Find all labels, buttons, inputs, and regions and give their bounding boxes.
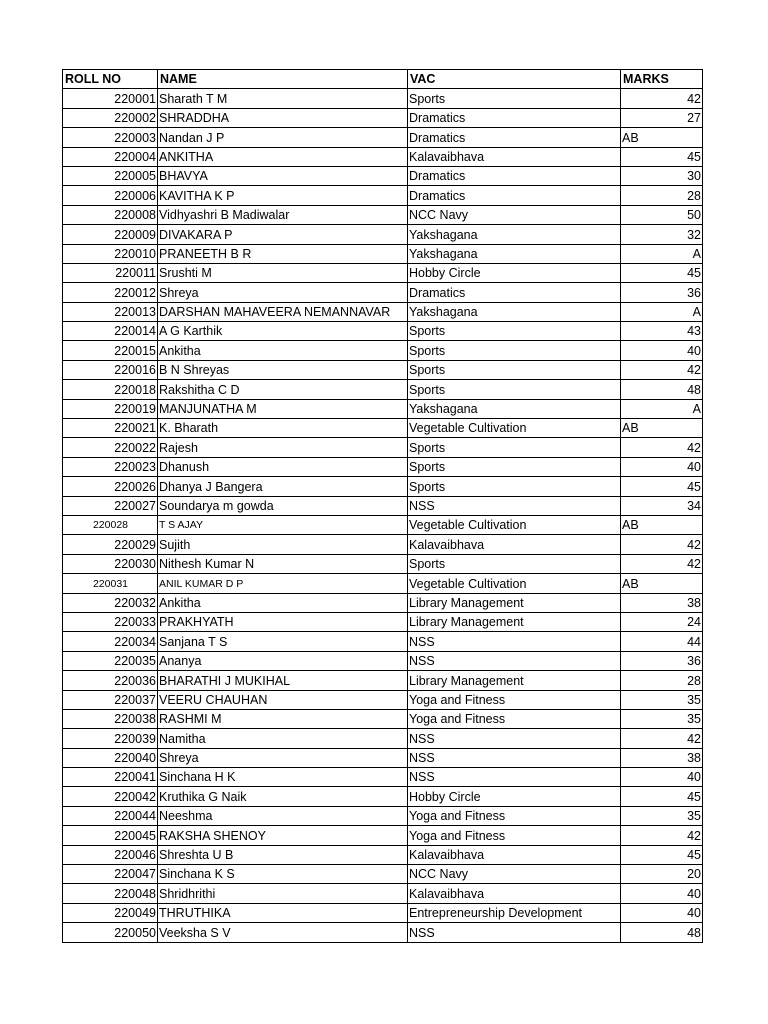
table-row bbox=[63, 341, 703, 360]
vac-cell: Dramatics bbox=[408, 166, 621, 185]
roll-no-cell: 220046 bbox=[63, 845, 158, 864]
name-cell: RASHMI M bbox=[158, 709, 408, 728]
vac-cell: Sports bbox=[408, 457, 621, 476]
roll-no-cell: 220038 bbox=[63, 709, 158, 728]
vac-cell: Yakshagana bbox=[408, 225, 621, 244]
table-row bbox=[63, 360, 703, 379]
vac-cell: NSS bbox=[408, 748, 621, 767]
name-cell: Kruthika G Naik bbox=[158, 787, 408, 806]
table-row bbox=[63, 787, 703, 806]
marks-cell: A bbox=[621, 302, 703, 321]
marks-cell: AB bbox=[621, 574, 703, 593]
table-row bbox=[63, 477, 703, 496]
name-cell: ANIL KUMAR D P bbox=[158, 574, 408, 593]
marks-cell: 38 bbox=[621, 593, 703, 612]
table-row bbox=[63, 186, 703, 205]
name-cell: DARSHAN MAHAVEERA NEMANNAVAR bbox=[158, 302, 408, 321]
marks-cell: 20 bbox=[621, 865, 703, 884]
marks-cell: 42 bbox=[621, 360, 703, 379]
roll-no-cell: 220008 bbox=[63, 205, 158, 224]
vac-cell: NSS bbox=[408, 768, 621, 787]
roll-no-cell: 220002 bbox=[63, 108, 158, 127]
roll-no-cell: 220035 bbox=[63, 651, 158, 670]
marks-cell: 48 bbox=[621, 380, 703, 399]
roll-no-cell: 220009 bbox=[63, 225, 158, 244]
vac-cell: Yoga and Fitness bbox=[408, 826, 621, 845]
vac-cell: Sports bbox=[408, 477, 621, 496]
vac-cell: NSS bbox=[408, 632, 621, 651]
marks-cell: 42 bbox=[621, 826, 703, 845]
roll-no-cell: 220026 bbox=[63, 477, 158, 496]
marks-cell: AB bbox=[621, 419, 703, 438]
marks-cell: 40 bbox=[621, 341, 703, 360]
vac-cell: Vegetable Cultivation bbox=[408, 515, 621, 534]
name-cell: Shreya bbox=[158, 283, 408, 302]
roll-no-cell: 220029 bbox=[63, 535, 158, 554]
roll-no-cell: 220014 bbox=[63, 322, 158, 341]
table-row bbox=[63, 593, 703, 612]
table-row bbox=[63, 166, 703, 185]
table-row bbox=[63, 128, 703, 147]
marks-cell: 45 bbox=[621, 147, 703, 166]
vac-cell: Dramatics bbox=[408, 128, 621, 147]
marks-cell: 42 bbox=[621, 89, 703, 108]
roll-no-cell: 220039 bbox=[63, 729, 158, 748]
name-cell: Rakshitha C D bbox=[158, 380, 408, 399]
name-cell: VEERU CHAUHAN bbox=[158, 690, 408, 709]
name-cell: Srushti M bbox=[158, 263, 408, 282]
marks-cell: 28 bbox=[621, 186, 703, 205]
name-cell: Sanjana T S bbox=[158, 632, 408, 651]
table-row bbox=[63, 535, 703, 554]
name-cell: BHARATHI J MUKIHAL bbox=[158, 671, 408, 690]
vac-cell: Sports bbox=[408, 380, 621, 399]
marks-cell: 28 bbox=[621, 671, 703, 690]
name-cell: T S AJAY bbox=[158, 515, 408, 534]
table-row bbox=[63, 302, 703, 321]
vac-cell: NSS bbox=[408, 923, 621, 942]
marks-cell: 32 bbox=[621, 225, 703, 244]
vac-cell: Sports bbox=[408, 360, 621, 379]
roll-no-cell: 220021 bbox=[63, 419, 158, 438]
roll-no-cell: 220011 bbox=[63, 263, 158, 282]
table-body bbox=[63, 89, 703, 942]
header-marks: MARKS bbox=[621, 70, 703, 89]
roll-no-cell: 220045 bbox=[63, 826, 158, 845]
table-row bbox=[63, 632, 703, 651]
name-cell: Ankitha bbox=[158, 341, 408, 360]
marks-sheet bbox=[62, 69, 702, 943]
roll-no-cell: 220013 bbox=[63, 302, 158, 321]
marks-cell: 44 bbox=[621, 632, 703, 651]
name-cell: Sinchana K S bbox=[158, 865, 408, 884]
name-cell: Sujith bbox=[158, 535, 408, 554]
roll-no-cell: 220010 bbox=[63, 244, 158, 263]
name-cell: Shreya bbox=[158, 748, 408, 767]
name-cell: Sinchana H K bbox=[158, 768, 408, 787]
roll-no-cell: 220018 bbox=[63, 380, 158, 399]
vac-cell: Hobby Circle bbox=[408, 263, 621, 282]
roll-no-cell: 220019 bbox=[63, 399, 158, 418]
vac-cell: Yoga and Fitness bbox=[408, 709, 621, 728]
marks-cell: 40 bbox=[621, 903, 703, 922]
marks-cell: 36 bbox=[621, 651, 703, 670]
marks-cell: 36 bbox=[621, 283, 703, 302]
roll-no-cell: 220047 bbox=[63, 865, 158, 884]
vac-cell: Sports bbox=[408, 438, 621, 457]
table-row bbox=[63, 845, 703, 864]
name-cell: MANJUNATHA M bbox=[158, 399, 408, 418]
marks-cell: 35 bbox=[621, 806, 703, 825]
vac-cell: Vegetable Cultivation bbox=[408, 419, 621, 438]
name-cell: DIVAKARA P bbox=[158, 225, 408, 244]
marks-cell: 24 bbox=[621, 612, 703, 631]
marks-cell: 42 bbox=[621, 729, 703, 748]
table-row bbox=[63, 380, 703, 399]
roll-no-cell: 220005 bbox=[63, 166, 158, 185]
name-cell: Neeshma bbox=[158, 806, 408, 825]
name-cell: Vidhyashri B Madiwalar bbox=[158, 205, 408, 224]
marks-cell: A bbox=[621, 399, 703, 418]
marks-cell: AB bbox=[621, 515, 703, 534]
roll-no-cell: 220041 bbox=[63, 768, 158, 787]
header-roll-no: ROLL NO bbox=[63, 70, 158, 89]
roll-no-cell: 220044 bbox=[63, 806, 158, 825]
table-row bbox=[63, 108, 703, 127]
vac-cell: Library Management bbox=[408, 671, 621, 690]
name-cell: Nandan J P bbox=[158, 128, 408, 147]
marks-cell: 45 bbox=[621, 477, 703, 496]
table-row bbox=[63, 826, 703, 845]
table-row bbox=[63, 709, 703, 728]
roll-no-cell: 220040 bbox=[63, 748, 158, 767]
roll-no-cell: 220033 bbox=[63, 612, 158, 631]
marks-cell: 34 bbox=[621, 496, 703, 515]
vac-cell: Yoga and Fitness bbox=[408, 806, 621, 825]
vac-cell: Yakshagana bbox=[408, 399, 621, 418]
roll-no-cell: 220023 bbox=[63, 457, 158, 476]
marks-cell: 45 bbox=[621, 845, 703, 864]
name-cell: ANKITHA bbox=[158, 147, 408, 166]
vac-cell: Yakshagana bbox=[408, 302, 621, 321]
roll-no-cell: 220032 bbox=[63, 593, 158, 612]
vac-cell: Sports bbox=[408, 341, 621, 360]
roll-no-cell: 220030 bbox=[63, 554, 158, 573]
marks-cell: A bbox=[621, 244, 703, 263]
marks-cell: 42 bbox=[621, 554, 703, 573]
name-cell: Rajesh bbox=[158, 438, 408, 457]
table-row bbox=[63, 865, 703, 884]
table-row bbox=[63, 438, 703, 457]
marks-cell: 45 bbox=[621, 787, 703, 806]
name-cell: Ankitha bbox=[158, 593, 408, 612]
name-cell: Veeksha S V bbox=[158, 923, 408, 942]
table-row bbox=[63, 806, 703, 825]
roll-no-cell: 220012 bbox=[63, 283, 158, 302]
roll-no-cell: 220036 bbox=[63, 671, 158, 690]
marks-cell: 35 bbox=[621, 690, 703, 709]
marks-cell: 48 bbox=[621, 923, 703, 942]
table-row bbox=[63, 554, 703, 573]
roll-no-cell: 220042 bbox=[63, 787, 158, 806]
vac-cell: Library Management bbox=[408, 593, 621, 612]
table-row bbox=[63, 574, 703, 593]
table-row bbox=[63, 496, 703, 515]
vac-cell: Kalavaibhava bbox=[408, 535, 621, 554]
table-row bbox=[63, 612, 703, 631]
name-cell: Shridhrithi bbox=[158, 884, 408, 903]
vac-cell: NSS bbox=[408, 729, 621, 748]
marks-cell: 50 bbox=[621, 205, 703, 224]
vac-cell: Kalavaibhava bbox=[408, 845, 621, 864]
marks-cell: 27 bbox=[621, 108, 703, 127]
table-row bbox=[63, 89, 703, 108]
marks-cell: 30 bbox=[621, 166, 703, 185]
roll-no-cell: 220049 bbox=[63, 903, 158, 922]
vac-cell: Hobby Circle bbox=[408, 787, 621, 806]
roll-no-cell: 220027 bbox=[63, 496, 158, 515]
marks-table bbox=[62, 69, 703, 943]
vac-cell: Kalavaibhava bbox=[408, 147, 621, 166]
vac-cell: Entrepreneurship Development bbox=[408, 903, 621, 922]
marks-cell: 43 bbox=[621, 322, 703, 341]
vac-cell: Dramatics bbox=[408, 283, 621, 302]
vac-cell: Sports bbox=[408, 554, 621, 573]
table-row bbox=[63, 515, 703, 534]
header-vac: VAC bbox=[408, 70, 621, 89]
table-row bbox=[63, 748, 703, 767]
vac-cell: NCC Navy bbox=[408, 865, 621, 884]
name-cell: Ananya bbox=[158, 651, 408, 670]
roll-no-cell: 220031 bbox=[63, 574, 158, 593]
name-cell: Namitha bbox=[158, 729, 408, 748]
vac-cell: Yoga and Fitness bbox=[408, 690, 621, 709]
name-cell: PRAKHYATH bbox=[158, 612, 408, 631]
roll-no-cell: 220034 bbox=[63, 632, 158, 651]
roll-no-cell: 220006 bbox=[63, 186, 158, 205]
table-row bbox=[63, 419, 703, 438]
table-row bbox=[63, 651, 703, 670]
marks-cell: 42 bbox=[621, 535, 703, 554]
name-cell: Dhanya J Bangera bbox=[158, 477, 408, 496]
roll-no-cell: 220016 bbox=[63, 360, 158, 379]
vac-cell: Library Management bbox=[408, 612, 621, 631]
roll-no-cell: 220015 bbox=[63, 341, 158, 360]
name-cell: KAVITHA K P bbox=[158, 186, 408, 205]
table-row bbox=[63, 903, 703, 922]
name-cell: BHAVYA bbox=[158, 166, 408, 185]
name-cell: Nithesh Kumar N bbox=[158, 554, 408, 573]
name-cell: Dhanush bbox=[158, 457, 408, 476]
name-cell: A G Karthik bbox=[158, 322, 408, 341]
header-row bbox=[63, 70, 703, 89]
marks-cell: 35 bbox=[621, 709, 703, 728]
table-row bbox=[63, 322, 703, 341]
table-row bbox=[63, 671, 703, 690]
table-row bbox=[63, 399, 703, 418]
table-row bbox=[63, 225, 703, 244]
vac-cell: Vegetable Cultivation bbox=[408, 574, 621, 593]
marks-cell: 40 bbox=[621, 457, 703, 476]
marks-cell: 42 bbox=[621, 438, 703, 457]
name-cell: THRUTHIKA bbox=[158, 903, 408, 922]
roll-no-cell: 220028 bbox=[63, 515, 158, 534]
name-cell: K. Bharath bbox=[158, 419, 408, 438]
marks-cell: 38 bbox=[621, 748, 703, 767]
table-row bbox=[63, 768, 703, 787]
table-row bbox=[63, 457, 703, 476]
vac-cell: NSS bbox=[408, 496, 621, 515]
table-row bbox=[63, 283, 703, 302]
name-cell: Soundarya m gowda bbox=[158, 496, 408, 515]
name-cell: Shreshta U B bbox=[158, 845, 408, 864]
marks-cell: AB bbox=[621, 128, 703, 147]
vac-cell: Dramatics bbox=[408, 186, 621, 205]
vac-cell: Sports bbox=[408, 322, 621, 341]
vac-cell: NSS bbox=[408, 651, 621, 670]
roll-no-cell: 220001 bbox=[63, 89, 158, 108]
roll-no-cell: 220004 bbox=[63, 147, 158, 166]
name-cell: PRANEETH B R bbox=[158, 244, 408, 263]
roll-no-cell: 220048 bbox=[63, 884, 158, 903]
vac-cell: Kalavaibhava bbox=[408, 884, 621, 903]
vac-cell: Sports bbox=[408, 89, 621, 108]
roll-no-cell: 220003 bbox=[63, 128, 158, 147]
header-name: NAME bbox=[158, 70, 408, 89]
table-row bbox=[63, 884, 703, 903]
roll-no-cell: 220037 bbox=[63, 690, 158, 709]
name-cell: B N Shreyas bbox=[158, 360, 408, 379]
marks-cell: 45 bbox=[621, 263, 703, 282]
table-row bbox=[63, 690, 703, 709]
vac-cell: Dramatics bbox=[408, 108, 621, 127]
vac-cell: NCC Navy bbox=[408, 205, 621, 224]
roll-no-cell: 220050 bbox=[63, 923, 158, 942]
table-row bbox=[63, 729, 703, 748]
table-row bbox=[63, 923, 703, 942]
marks-cell: 40 bbox=[621, 884, 703, 903]
marks-cell: 40 bbox=[621, 768, 703, 787]
table-row bbox=[63, 263, 703, 282]
table-row bbox=[63, 147, 703, 166]
name-cell: Sharath T M bbox=[158, 89, 408, 108]
roll-no-cell: 220022 bbox=[63, 438, 158, 457]
table-row bbox=[63, 244, 703, 263]
table-row bbox=[63, 205, 703, 224]
name-cell: SHRADDHA bbox=[158, 108, 408, 127]
vac-cell: Yakshagana bbox=[408, 244, 621, 263]
name-cell: RAKSHA SHENOY bbox=[158, 826, 408, 845]
